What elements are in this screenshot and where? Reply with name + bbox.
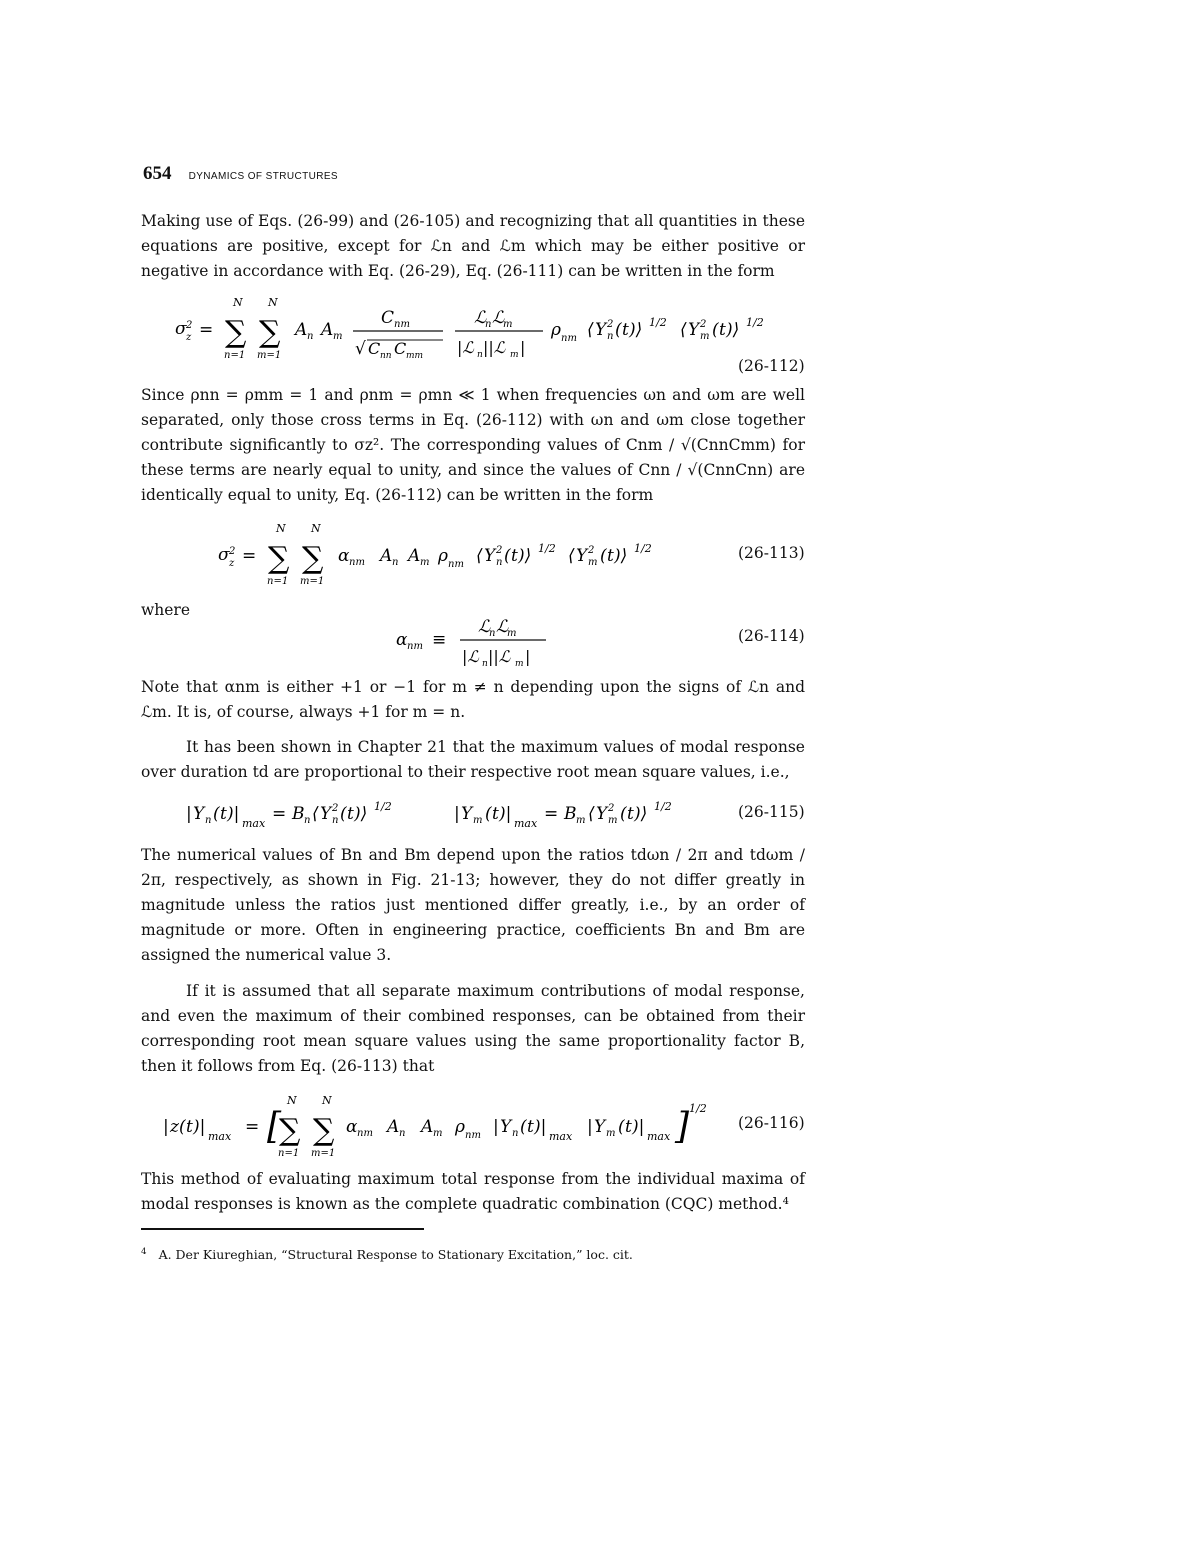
svg-text:⟨: ⟨ bbox=[680, 320, 687, 340]
equation-number-26-114: (26-114) bbox=[738, 627, 805, 645]
page-number: 654 bbox=[143, 163, 172, 184]
svg-text:z: z bbox=[170, 1117, 179, 1137]
svg-text:ℒ: ℒ bbox=[496, 617, 509, 637]
equation-number-26-115: (26-115) bbox=[738, 803, 805, 821]
svg-text:m: m bbox=[473, 815, 483, 826]
svg-text:]: ] bbox=[675, 1106, 690, 1147]
equation-26-115 bbox=[186, 795, 706, 839]
svg-text:Y: Y bbox=[500, 1117, 512, 1137]
svg-text:1/2: 1/2 bbox=[654, 800, 672, 813]
svg-text:t: t bbox=[627, 804, 634, 824]
svg-text:[: [ bbox=[267, 1106, 282, 1147]
svg-text:|: | bbox=[186, 804, 192, 824]
svg-text:ρ: ρ bbox=[551, 320, 561, 340]
svg-text:n: n bbox=[392, 557, 399, 568]
svg-text:ρ: ρ bbox=[455, 1117, 465, 1137]
svg-text:n: n bbox=[304, 815, 311, 826]
svg-text:m: m bbox=[608, 815, 618, 826]
svg-text:|: | bbox=[163, 1117, 169, 1137]
svg-text:nm: nm bbox=[465, 1130, 481, 1141]
svg-text:∑: ∑ bbox=[302, 541, 324, 576]
svg-text:A: A bbox=[380, 546, 393, 566]
svg-text:)⟩: )⟩ bbox=[726, 320, 740, 340]
svg-text:m=1: m=1 bbox=[300, 576, 325, 586]
svg-text:)⟩: )⟩ bbox=[614, 546, 628, 566]
svg-text:)⟩: )⟩ bbox=[518, 546, 532, 566]
svg-text:nm: nm bbox=[448, 559, 464, 570]
svg-text:(: ( bbox=[620, 804, 627, 824]
svg-text:1/2: 1/2 bbox=[538, 542, 556, 555]
svg-text:(: ( bbox=[615, 320, 622, 340]
svg-text:max: max bbox=[208, 1130, 232, 1143]
svg-text:|: | bbox=[520, 338, 526, 357]
svg-text:∑: ∑ bbox=[279, 1113, 301, 1148]
equation-26-116 bbox=[163, 1092, 723, 1162]
svg-text:α: α bbox=[396, 630, 408, 650]
svg-text:t: t bbox=[186, 1117, 193, 1137]
svg-text:max: max bbox=[514, 817, 538, 830]
equation-26-112 bbox=[175, 298, 795, 366]
svg-text:σ: σ bbox=[218, 545, 230, 565]
svg-text:2: 2 bbox=[229, 546, 236, 557]
svg-text:t: t bbox=[607, 546, 614, 566]
svg-text:)|: )| bbox=[499, 804, 512, 824]
svg-text:m=1: m=1 bbox=[311, 1148, 336, 1158]
paragraph-intro: Making use of Eqs. (26-99) and (26-105) and recognizing that all quantities in these equations are positive, except for ℒn and ℒm which may be either positive or negative in accordance with Eq. (26-29), Eq. (26-111) can be written in the form bbox=[141, 212, 805, 280]
svg-text:nm: nm bbox=[349, 557, 365, 568]
svg-text:||ℒ: ||ℒ bbox=[483, 338, 506, 357]
svg-text:⟨: ⟨ bbox=[476, 546, 483, 566]
svg-text:⟨: ⟨ bbox=[587, 320, 594, 340]
svg-text:m: m bbox=[515, 659, 524, 668]
equation-number-26-116: (26-116) bbox=[738, 1114, 805, 1132]
svg-text:z: z bbox=[186, 332, 192, 343]
svg-text:1/2: 1/2 bbox=[634, 542, 652, 555]
svg-text:ℒ: ℒ bbox=[492, 308, 505, 328]
svg-text:A: A bbox=[295, 320, 308, 340]
running-title: DYNAMICS OF STRUCTURES bbox=[188, 171, 338, 182]
svg-text:=: = bbox=[272, 804, 287, 824]
svg-text:2: 2 bbox=[496, 545, 503, 556]
svg-text:2: 2 bbox=[588, 545, 595, 556]
svg-text:n: n bbox=[489, 628, 496, 639]
svg-text:=: = bbox=[245, 1117, 260, 1137]
svg-text:m: m bbox=[576, 815, 586, 826]
equation-number-26-112: (26-112) bbox=[738, 357, 805, 375]
svg-text:z: z bbox=[229, 558, 235, 569]
svg-text:t: t bbox=[622, 320, 629, 340]
paragraph-cqc: This method of evaluating maximum total response from the individual maxima of modal responses is known as the complete quadratic combination (CQC) method.⁴ bbox=[141, 1170, 805, 1213]
svg-text:1/2: 1/2 bbox=[746, 316, 764, 329]
svg-text:(: ( bbox=[712, 320, 719, 340]
svg-text:)⟩: )⟩ bbox=[354, 804, 368, 824]
svg-text:m: m bbox=[606, 1128, 616, 1139]
paragraph-if-assumed: If it is assumed that all separate maximum contributions of modal response, and even the maximum of their combined responses, can be obtained from their corresponding root mean square values using the same proportionality factor B, then it follows from Eq. (26-113) that bbox=[141, 982, 805, 1075]
svg-text:|: | bbox=[525, 647, 531, 666]
footnote bbox=[141, 1247, 633, 1262]
equation-26-114 bbox=[396, 612, 566, 672]
svg-text:||ℒ: ||ℒ bbox=[488, 647, 511, 666]
svg-text:(: ( bbox=[504, 546, 511, 566]
svg-text:ℒ: ℒ bbox=[474, 308, 487, 328]
svg-text:∑: ∑ bbox=[268, 541, 290, 576]
svg-text:Y: Y bbox=[576, 546, 588, 566]
svg-text:t: t bbox=[625, 1117, 632, 1137]
paragraph-note: Note that αnm is either +1 or −1 for m ≠ n depending upon the signs of ℒn and ℒm. It is, of course, always +1 for m = n. bbox=[141, 678, 805, 721]
svg-text:≡: ≡ bbox=[432, 630, 447, 650]
page-header bbox=[143, 163, 338, 185]
svg-text:)|: )| bbox=[193, 1117, 206, 1137]
svg-text:N: N bbox=[276, 522, 286, 535]
svg-text:2: 2 bbox=[608, 803, 615, 814]
svg-text:|: | bbox=[587, 1117, 593, 1137]
svg-text:ℒ: ℒ bbox=[478, 617, 491, 637]
svg-text:(: ( bbox=[520, 1117, 527, 1137]
svg-text:n=1: n=1 bbox=[224, 350, 246, 361]
paragraph-since: Since ρnn = ρmm = 1 and ρnm = ρmn ≪ 1 when frequencies ωn and ωm are well separated, only those cross terms in Eq. (26-112) with ωn and ωm close together contribute significantly to σz². The corresponding values of Cnm / √(CnnCmm) for these terms are nearly equal to unity, and since the values of Cnn / √(CnnCnn) are identically equal to unity, Eq. (26-112) can be written in the form bbox=[141, 386, 805, 504]
svg-text:max: max bbox=[647, 1130, 671, 1143]
svg-text:1/2: 1/2 bbox=[689, 1102, 707, 1115]
svg-text:N: N bbox=[268, 298, 278, 309]
svg-text:)⟩: )⟩ bbox=[629, 320, 643, 340]
svg-text:nm: nm bbox=[407, 641, 423, 652]
svg-text:t: t bbox=[220, 804, 227, 824]
svg-text:α: α bbox=[338, 546, 350, 566]
svg-text:n=1: n=1 bbox=[278, 1148, 300, 1158]
svg-text:⟨: ⟨ bbox=[588, 804, 595, 824]
svg-text:C: C bbox=[381, 308, 395, 328]
footnote-marker: 4 bbox=[141, 1247, 147, 1257]
svg-text:m: m bbox=[700, 331, 710, 342]
svg-text:∑: ∑ bbox=[259, 315, 281, 350]
svg-text:Y: Y bbox=[594, 1117, 606, 1137]
equation-number-26-113: (26-113) bbox=[738, 544, 805, 562]
footnote-rule bbox=[141, 1228, 424, 1230]
paragraph-numerical-values: The numerical values of Bn and Bm depend upon the ratios tdωn / 2π and tdωm / 2π, respectively, as shown in Fig. 21-13; however, they do not differ greatly in magnitude unless the ratios just mentioned differ greatly, i.e., by an order of magnitude or more. Often in engineering practice, coefficients Bn and Bm are assigned the numerical value 3. bbox=[141, 846, 805, 964]
svg-text:α: α bbox=[346, 1117, 358, 1137]
svg-text:2: 2 bbox=[700, 319, 707, 330]
svg-text:A: A bbox=[387, 1117, 400, 1137]
footnote-text: A. Der Kiureghian, “Structural Response to Stationary Excitation,” loc. cit. bbox=[158, 1247, 633, 1263]
svg-text:m: m bbox=[588, 557, 598, 568]
svg-text:)|: )| bbox=[632, 1117, 645, 1137]
svg-text:m: m bbox=[510, 350, 519, 360]
svg-text:A: A bbox=[421, 1117, 434, 1137]
svg-text:Y: Y bbox=[320, 804, 332, 824]
svg-text:N: N bbox=[233, 298, 243, 309]
svg-text:t: t bbox=[527, 1117, 534, 1137]
svg-text:Y: Y bbox=[484, 546, 496, 566]
svg-text:m: m bbox=[420, 557, 430, 568]
svg-text:(: ( bbox=[179, 1117, 186, 1137]
svg-text:A: A bbox=[321, 320, 334, 340]
svg-text:)⟩: )⟩ bbox=[634, 804, 648, 824]
svg-text:max: max bbox=[549, 1130, 573, 1143]
svg-text:N: N bbox=[322, 1094, 332, 1107]
svg-text:√: √ bbox=[355, 339, 366, 359]
svg-text:t: t bbox=[492, 804, 499, 824]
svg-text:(: ( bbox=[600, 546, 607, 566]
svg-text:Y: Y bbox=[193, 804, 205, 824]
svg-text:)|: )| bbox=[227, 804, 240, 824]
svg-text:∑: ∑ bbox=[225, 315, 247, 350]
svg-text:|ℒ: |ℒ bbox=[462, 647, 479, 666]
svg-text:C: C bbox=[394, 339, 407, 358]
svg-text:=: = bbox=[199, 320, 214, 340]
svg-text:m: m bbox=[333, 331, 343, 342]
svg-text:n: n bbox=[332, 815, 339, 826]
paragraph-where: where bbox=[141, 601, 191, 619]
svg-text:|ℒ: |ℒ bbox=[457, 338, 474, 357]
paragraph-chapter-21: It has been shown in Chapter 21 that the maximum values of modal response over duration td are proportional to their respective root mean square values, i.e., bbox=[141, 738, 805, 781]
svg-text:nm: nm bbox=[561, 333, 577, 344]
svg-text:m=1: m=1 bbox=[257, 350, 282, 361]
svg-text:n: n bbox=[307, 331, 314, 342]
svg-text:n: n bbox=[607, 331, 614, 342]
svg-text:n=1: n=1 bbox=[267, 576, 289, 586]
svg-text:n: n bbox=[399, 1128, 406, 1139]
svg-text:n: n bbox=[482, 659, 488, 668]
svg-text:ρ: ρ bbox=[438, 546, 448, 566]
svg-text:nm: nm bbox=[394, 319, 410, 330]
svg-text:⟨: ⟨ bbox=[312, 804, 319, 824]
svg-text:C: C bbox=[368, 339, 381, 358]
svg-text:nn: nn bbox=[380, 351, 392, 361]
svg-text:2: 2 bbox=[332, 803, 339, 814]
svg-text:B: B bbox=[564, 804, 577, 824]
svg-text:t: t bbox=[511, 546, 518, 566]
svg-text:∑: ∑ bbox=[313, 1113, 335, 1148]
svg-text:max: max bbox=[242, 817, 266, 830]
svg-text:σ: σ bbox=[175, 319, 187, 339]
svg-text:2: 2 bbox=[607, 319, 614, 330]
svg-text:n: n bbox=[512, 1128, 519, 1139]
svg-text:(: ( bbox=[618, 1117, 625, 1137]
svg-text:=: = bbox=[242, 546, 257, 566]
svg-text:N: N bbox=[311, 522, 321, 535]
svg-text:|: | bbox=[454, 804, 460, 824]
svg-text:n: n bbox=[205, 815, 212, 826]
svg-text:Y: Y bbox=[688, 320, 700, 340]
equation-26-113 bbox=[218, 522, 678, 590]
svg-text:A: A bbox=[408, 546, 421, 566]
svg-text:t: t bbox=[719, 320, 726, 340]
svg-text:1/2: 1/2 bbox=[374, 800, 392, 813]
svg-text:N: N bbox=[287, 1094, 297, 1107]
svg-text:n: n bbox=[485, 319, 492, 330]
svg-text:⟨: ⟨ bbox=[568, 546, 575, 566]
svg-text:m: m bbox=[507, 628, 517, 639]
svg-text:Y: Y bbox=[596, 804, 608, 824]
svg-text:(: ( bbox=[213, 804, 220, 824]
svg-text:=: = bbox=[544, 804, 559, 824]
svg-text:)|: )| bbox=[534, 1117, 547, 1137]
svg-text:n: n bbox=[496, 557, 503, 568]
svg-text:2: 2 bbox=[186, 320, 193, 331]
svg-text:m: m bbox=[503, 319, 513, 330]
svg-text:mm: mm bbox=[406, 351, 424, 361]
svg-text:m: m bbox=[433, 1128, 443, 1139]
svg-text:Y: Y bbox=[595, 320, 607, 340]
svg-text:(: ( bbox=[485, 804, 492, 824]
svg-text:t: t bbox=[347, 804, 354, 824]
svg-text:|: | bbox=[493, 1117, 499, 1137]
svg-text:Y: Y bbox=[461, 804, 473, 824]
svg-text:nm: nm bbox=[357, 1128, 373, 1139]
svg-text:1/2: 1/2 bbox=[649, 316, 667, 329]
svg-text:B: B bbox=[292, 804, 305, 824]
svg-text:n: n bbox=[477, 350, 483, 360]
svg-text:(: ( bbox=[340, 804, 347, 824]
